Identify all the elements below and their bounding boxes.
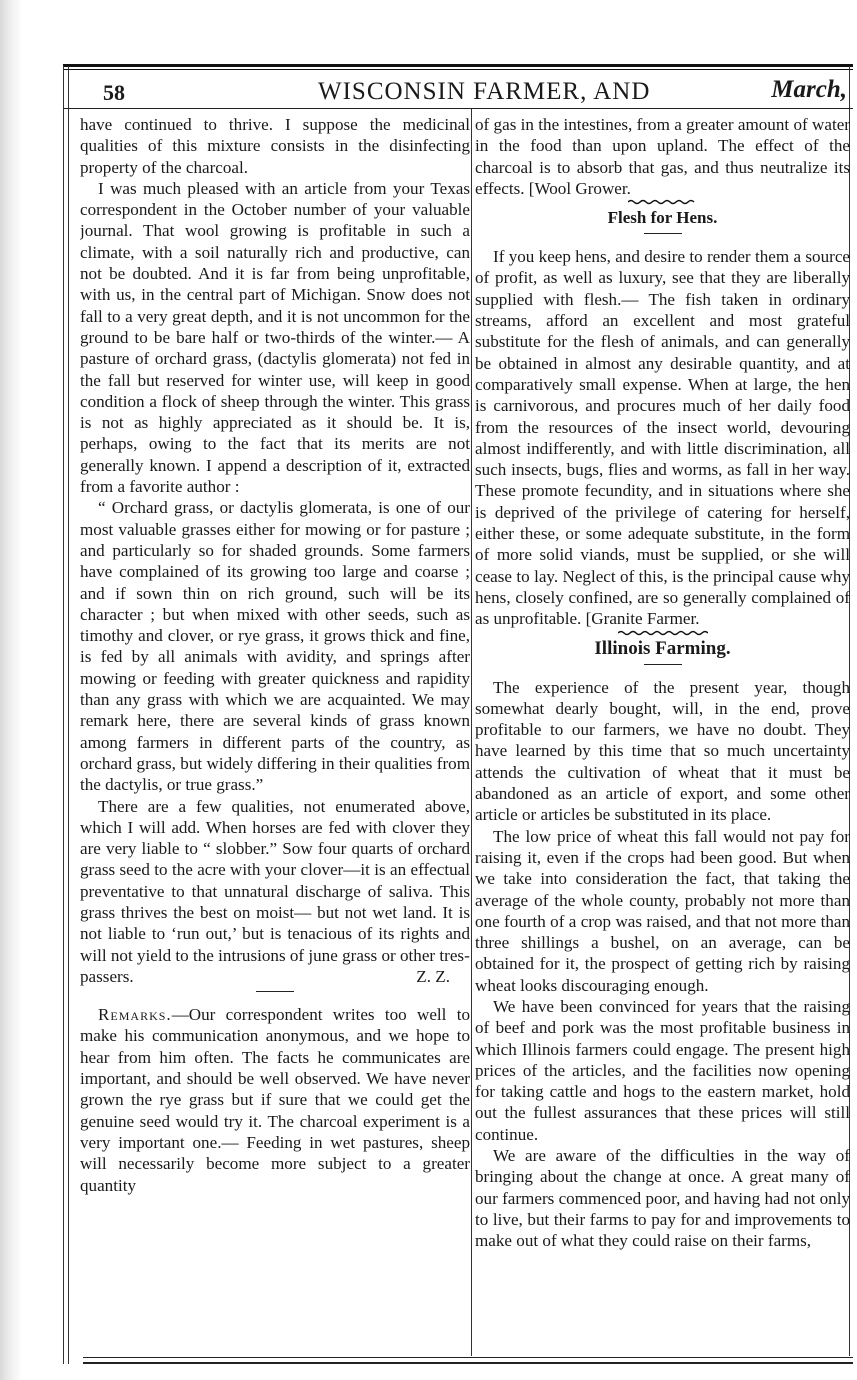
left-border-inner bbox=[68, 66, 69, 1364]
left-border bbox=[63, 66, 64, 1364]
page-edge-shadow bbox=[0, 0, 22, 1380]
issue-month: March, bbox=[771, 76, 847, 103]
publication-title: WISCONSIN FARMER, AND bbox=[318, 78, 651, 105]
bottom-rule bbox=[83, 1357, 853, 1358]
top-rule-thin bbox=[63, 69, 853, 70]
remarks-paragraph bbox=[80, 1004, 470, 1196]
page-number: 58 bbox=[103, 80, 125, 105]
header-rule bbox=[63, 108, 853, 109]
article-paragraph: I was much pleased with an article from your Texas correspondent in the October number of your valuable journal. That wool growing is profitable in such a climate, with a soil naturally rich and productive, can not be doubted. And it is far from being unprofitable, with us, in the central part of Michigan. Snow does not fall to a very great depth, and it is not uncommon for the ground to be bare half or two-thirds of the winter.— A pasture of orchard grass, (dactylis glomerata) not fed in the fall but reserved for winter use, will keep in good condition a flock of sheep through the winter. This grass is not as highly appreciated as it should be. It is, perhaps, owing to the fact that its merits are not generally known. I append a description of it, extracted from a favorite author : bbox=[80, 178, 470, 497]
remarks-label: Remarks. bbox=[98, 1005, 172, 1025]
article-paragraph: There are a few qualities, not enumerated above, which I will add. When horses are fed with clover they are very liable to “ slobber.” Sow four quarts of orchard grass seed to the acre with your clover—it is an effectual preventative to that unnatural discharge of saliva. This grass thrives the best on moist— but not wet land. It is not liable to ‘run out,’ but is tenacious of its rights and will not yield to the intrusions of june grass or other tres- bbox=[80, 796, 470, 965]
bottom-rule-thick bbox=[83, 1362, 853, 1364]
section-rule bbox=[256, 991, 294, 992]
article-paragraph: of gas in the intestines, from a greater amount of water in the food than upon upland. The effect of the charcoal is to absorb that gas, and thus neutralize its effects. [Wool Grower. bbox=[475, 115, 850, 198]
page-header bbox=[63, 74, 853, 108]
section-rule bbox=[644, 664, 682, 665]
top-rule bbox=[63, 64, 853, 67]
quoted-paragraph: “ Orchard grass, or dactylis glomerata, is one of our most valuable grasses either for mowing or for pasture ; and particularly so for shaded grounds. Some farmers have complained of its growing too large and coarse ; and if sown thin on rich ground, such will be its character ; but when mixed with other seeds, such as timothy and clover, or rye grass, it grows thick and fine, is fed by all animals with avidity, and springs after mowing or feeding with greater quickness and rapidity than any grass with which we are acquainted. We may remark here, there are several kinds of grass known among farmers in different parts of the country, as orchard grass, but widely differing in their qualities from the dactylis, or true grass.” bbox=[80, 498, 470, 795]
squiggle-divider bbox=[618, 630, 708, 636]
squiggle-divider bbox=[628, 199, 698, 205]
article-paragraph: We are aware of the difficulties in the way of bringing about the change at once. A great many of our farmers commenced poor, and having had not only to live, but their farms to pay for and improvements to make out of what they could raise on their farms, bbox=[475, 1146, 850, 1251]
section-heading: Flesh for Hens. bbox=[607, 208, 718, 228]
left-column bbox=[80, 114, 470, 1196]
signature-line bbox=[80, 966, 470, 987]
section-rule bbox=[644, 233, 682, 234]
author-initials: Z. Z. bbox=[416, 966, 450, 986]
article-paragraph: The experience of the present year, though somewhat dearly bought, will, in the end, prove profitable to our farmers, we have no doubt. They have learned by this time that so much uncertainty attends the cultivation of wheat that it must be abandoned as an article of export, and some other article or articles be substituted in its place. bbox=[475, 677, 850, 825]
article-paragraph: The low price of wheat this fall would not pay for raising it, even if the crops had been good. But when we take into consideration the fact, that taking the average of the whole county, probably not more than one fourth of a crop was raised, and that not more than three shillings a bushel, on an average, can be obtained for it, the prospect of getting rich by raising wheat looks discouraging enough. bbox=[475, 826, 850, 995]
right-column bbox=[475, 114, 850, 1252]
column-divider bbox=[471, 108, 472, 1356]
article-paragraph: have continued to thrive. I suppose the medicinal qualities of this mixture consists in the disinfecting property of the charcoal. bbox=[80, 115, 470, 177]
article-paragraph: If you keep hens, and desire to render them a source of profit, as well as luxury, see that they are liberally supplied with flesh.— The fish taken in ordinary streams, afford an excellent and most grateful substitute for the flesh of animals, and can generally be obtained in almost any desirable quantity, and at comparatively small expense. When at large, the hen is carnivorous, and procures much of her daily food from the resources of the insect world, devouring almost indifferently, and with little discrimination, all such insects, bugs, flies and worms, as fall in her way. These promote fecundity, and in situations where she is deprived of the privilege of catering for herself, either these, or some adequate substitute, in the form of more solid viands, must be supplied, or she will cease to lay. Neglect of this, is the principal cause why hens, closely confined, are so generally complained of as unprofitable. [Granite Farmer. bbox=[475, 247, 850, 629]
signature-word: passers. bbox=[80, 966, 134, 986]
newspaper-page bbox=[63, 64, 853, 1364]
section-heading: Illinois Farming. bbox=[594, 637, 731, 659]
article-paragraph: We have been convinced for years that the raising of beef and pork was the most profitable business in which Illinois farmers could engage. The present high prices of the articles, and the facilities now opening for taking cattle and hogs to the eastern market, hold out the fullest assurances that these prices will still continue. bbox=[475, 996, 850, 1144]
remarks-text: —Our correspondent writes too well to make his communication anonymous, and we hope to hear from him often. The facts he communicates are important, and should be well observed. We have never grown the rye grass but if sure that we could get the genuine seed would try it. The charcoal experiment is a very important one.— Feeding in wet pastures, sheep will necessarily become more subject to a greater quantity bbox=[80, 1005, 470, 1195]
